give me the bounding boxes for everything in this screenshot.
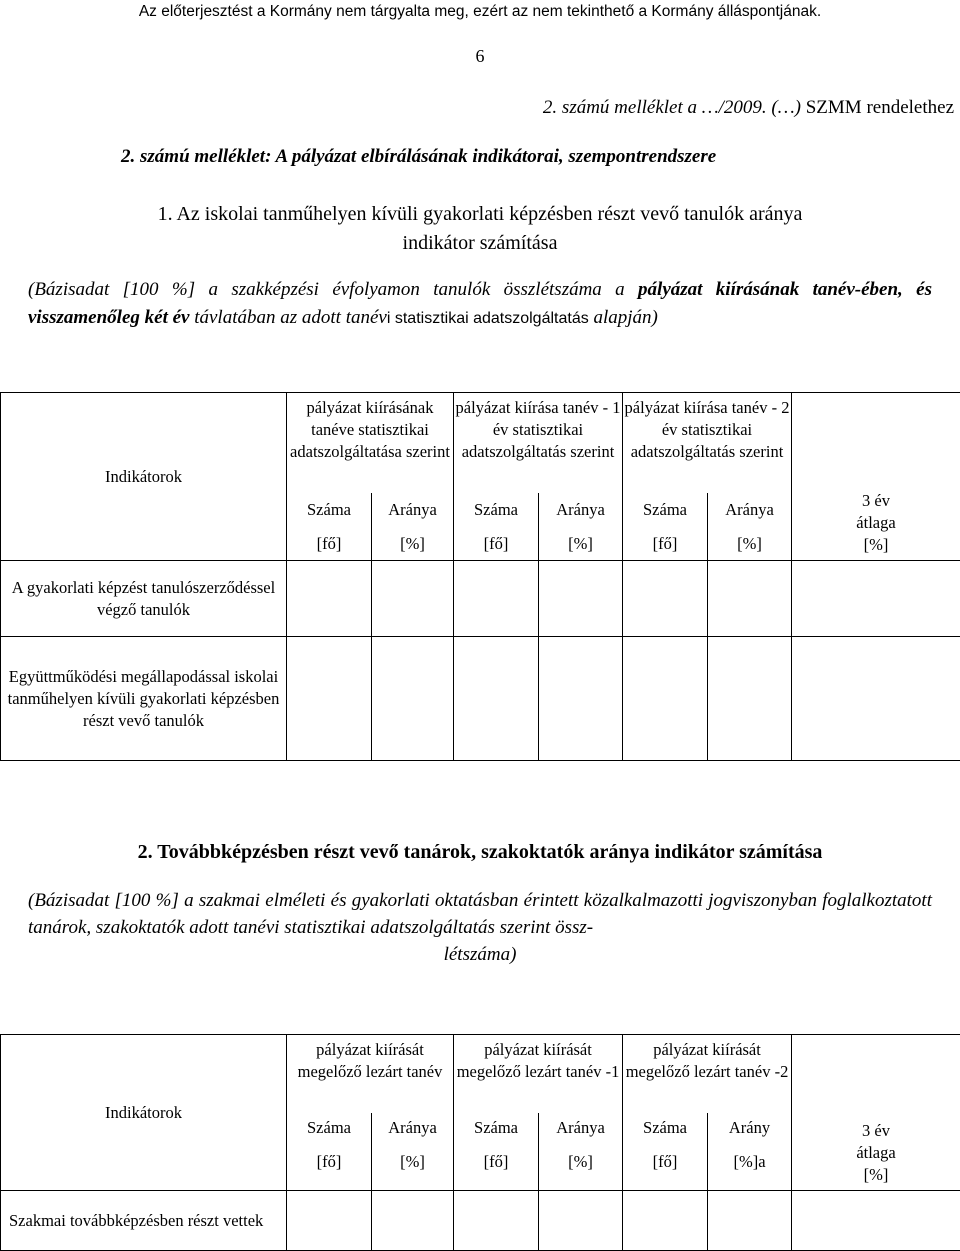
ratio-label: Arány	[708, 1117, 791, 1139]
count-label: Száma	[287, 1117, 371, 1139]
section2-heading: 2. Továbbképzésben részt vevő tanárok, szakoktatók aránya indikátor számítása	[80, 841, 880, 864]
section2-description	[28, 887, 932, 968]
table1-row-label-1: Együttműködési megállapodással iskolai tanműhelyen kívüli gyakorlati képzésben részt vevő tanulók	[1, 637, 287, 761]
count-unit: [fő]	[454, 533, 538, 555]
table2-count-header-1	[454, 1113, 539, 1191]
table2-period-2	[623, 1035, 792, 1113]
count-label: Száma	[623, 499, 707, 521]
section2-desc-last: létszáma)	[28, 941, 932, 968]
table2-period-2-label: pályázat kiírását megelőző lezárt tanév -2	[623, 1035, 791, 1083]
table1-period-1	[454, 393, 623, 493]
table1-period-2-label: pályázat kiírása tanév - 2 év statisztikai adatszolgáltatás szerint	[623, 393, 791, 463]
ratio-label: Aránya	[372, 1117, 453, 1139]
ratio-unit: [%]	[372, 533, 453, 555]
section1-heading-line2: indikátor számítása	[80, 229, 880, 258]
section1-desc-end: alapján)	[589, 307, 658, 328]
annex-reference-italic: 2. számú melléklet a …/2009. (…)	[543, 97, 801, 118]
count-label: Száma	[454, 499, 538, 521]
section1-description	[28, 276, 932, 333]
annex-title: 2. számú melléklet: A pályázat elbírálásának indikátorai, szempontrendszere	[121, 146, 716, 168]
table1-period-1-label: pályázat kiírása tanév - 1 év statisztikai adatszolgáltatás szerint	[454, 393, 622, 463]
table2-indicator-header: Indikátorok	[1, 1035, 287, 1191]
section1-heading	[80, 200, 880, 258]
table1-avg-label-1: 3 év	[792, 490, 960, 512]
table1-indicator-header: Indikátorok	[1, 393, 287, 561]
table2-period-1	[454, 1035, 623, 1113]
count-label: Száma	[287, 499, 371, 521]
table1-period-2	[623, 393, 792, 493]
ratio-label: Aránya	[708, 499, 791, 521]
table2-count-header-2	[623, 1113, 708, 1191]
ratio-label: Aránya	[372, 499, 453, 521]
count-unit: [fő]	[287, 533, 371, 555]
table-row	[1, 637, 960, 761]
indicator-table-1	[0, 392, 960, 761]
section1-desc-mid: távlatában az adott tanév	[189, 307, 386, 328]
ratio-unit: [%]	[372, 1151, 453, 1173]
section1-desc-start: (Bázisadat [100 %] a szakképzési évfolyamon tanulók összlétszáma a	[28, 279, 638, 300]
table-cell	[708, 561, 792, 637]
table2-avg-header	[792, 1035, 960, 1191]
table1-count-header-2	[623, 493, 708, 561]
table1-ratio-header-0	[372, 493, 454, 561]
table1-avg-unit: [%]	[792, 534, 960, 556]
table-cell	[539, 561, 623, 637]
table2-avg-label-1: 3 év	[792, 1120, 960, 1142]
table-cell	[372, 637, 454, 761]
count-unit: [fő]	[454, 1151, 538, 1173]
count-label: Száma	[623, 1117, 707, 1139]
count-unit: [fő]	[623, 1151, 707, 1173]
table-cell	[287, 561, 372, 637]
table2-row-label-0: Szakmai továbbképzésben részt vettek	[1, 1191, 287, 1251]
table2-ratio-header-0	[372, 1113, 454, 1191]
table-cell	[792, 561, 960, 637]
table2-period-0-label: pályázat kiírását megelőző lezárt tanév	[287, 1035, 453, 1083]
table1-avg-header	[792, 393, 960, 561]
table2-count-header-0	[287, 1113, 372, 1191]
table1-period-0-label: pályázat kiírásának tanéve statisztikai adatszolgáltatása szerint	[287, 393, 453, 463]
ratio-unit: [%]	[708, 533, 791, 555]
ratio-unit: [%]a	[708, 1151, 791, 1173]
section1-heading-line1: 1. Az iskolai tanműhelyen kívüli gyakorlati képzésben részt vevő tanulók aránya	[80, 200, 880, 229]
ratio-unit: [%]	[539, 1151, 622, 1173]
table-cell	[623, 637, 708, 761]
ratio-label: Aránya	[539, 499, 622, 521]
table2-period-1-label: pályázat kiírását megelőző lezárt tanév -1	[454, 1035, 622, 1083]
count-unit: [fő]	[623, 533, 707, 555]
ratio-unit: [%]	[539, 533, 622, 555]
table-cell	[708, 637, 792, 761]
annex-reference	[543, 97, 954, 119]
ratio-label: Aránya	[539, 1117, 622, 1139]
table-cell	[372, 561, 454, 637]
table1-period-0	[287, 393, 454, 493]
section2-desc-text: (Bázisadat [100 %] a szakmai elméleti és gyakorlati oktatásban érintett közalkalmazotti jogviszonyban foglalkoztatott tanárok, szakoktatók adott tanévi statisztikai adatszolgáltatás szerint össz-	[28, 887, 932, 941]
table-cell	[623, 561, 708, 637]
indicator-table-2	[0, 1034, 960, 1251]
table-cell	[454, 561, 539, 637]
table1-count-header-0	[287, 493, 372, 561]
page-number: 6	[0, 46, 960, 67]
table2-avg-unit: [%]	[792, 1164, 960, 1186]
table-row	[1, 561, 960, 637]
table-cell	[454, 637, 539, 761]
table2-avg-label-2: átlaga	[792, 1142, 960, 1164]
table1-avg-label-2: átlaga	[792, 512, 960, 534]
table2-ratio-header-2	[708, 1113, 792, 1191]
table-cell	[287, 637, 372, 761]
section1-desc-bold: pályázat kiírásának tanév-ében, és visszamenőleg két év	[28, 279, 932, 328]
disclaimer-header: Az előterjesztést a Kormány nem tárgyalta meg, ezért az nem tekinthető a Kormány álláspontjának.	[0, 3, 960, 21]
count-label: Száma	[454, 1117, 538, 1139]
annex-reference-plain: SZMM rendelethez	[801, 97, 954, 118]
table1-row-label-0: A gyakorlati képzést tanulószerződéssel végző tanulók	[1, 561, 287, 637]
section1-desc-sans: i statisztikai adatszolgáltatás	[387, 310, 589, 327]
table1-count-header-1	[454, 493, 539, 561]
table1-ratio-header-1	[539, 493, 623, 561]
count-unit: [fő]	[287, 1151, 371, 1173]
table-cell	[792, 637, 960, 761]
table-cell	[539, 637, 623, 761]
table2-period-0	[287, 1035, 454, 1113]
table2-ratio-header-1	[539, 1113, 623, 1191]
table1-ratio-header-2	[708, 493, 792, 561]
